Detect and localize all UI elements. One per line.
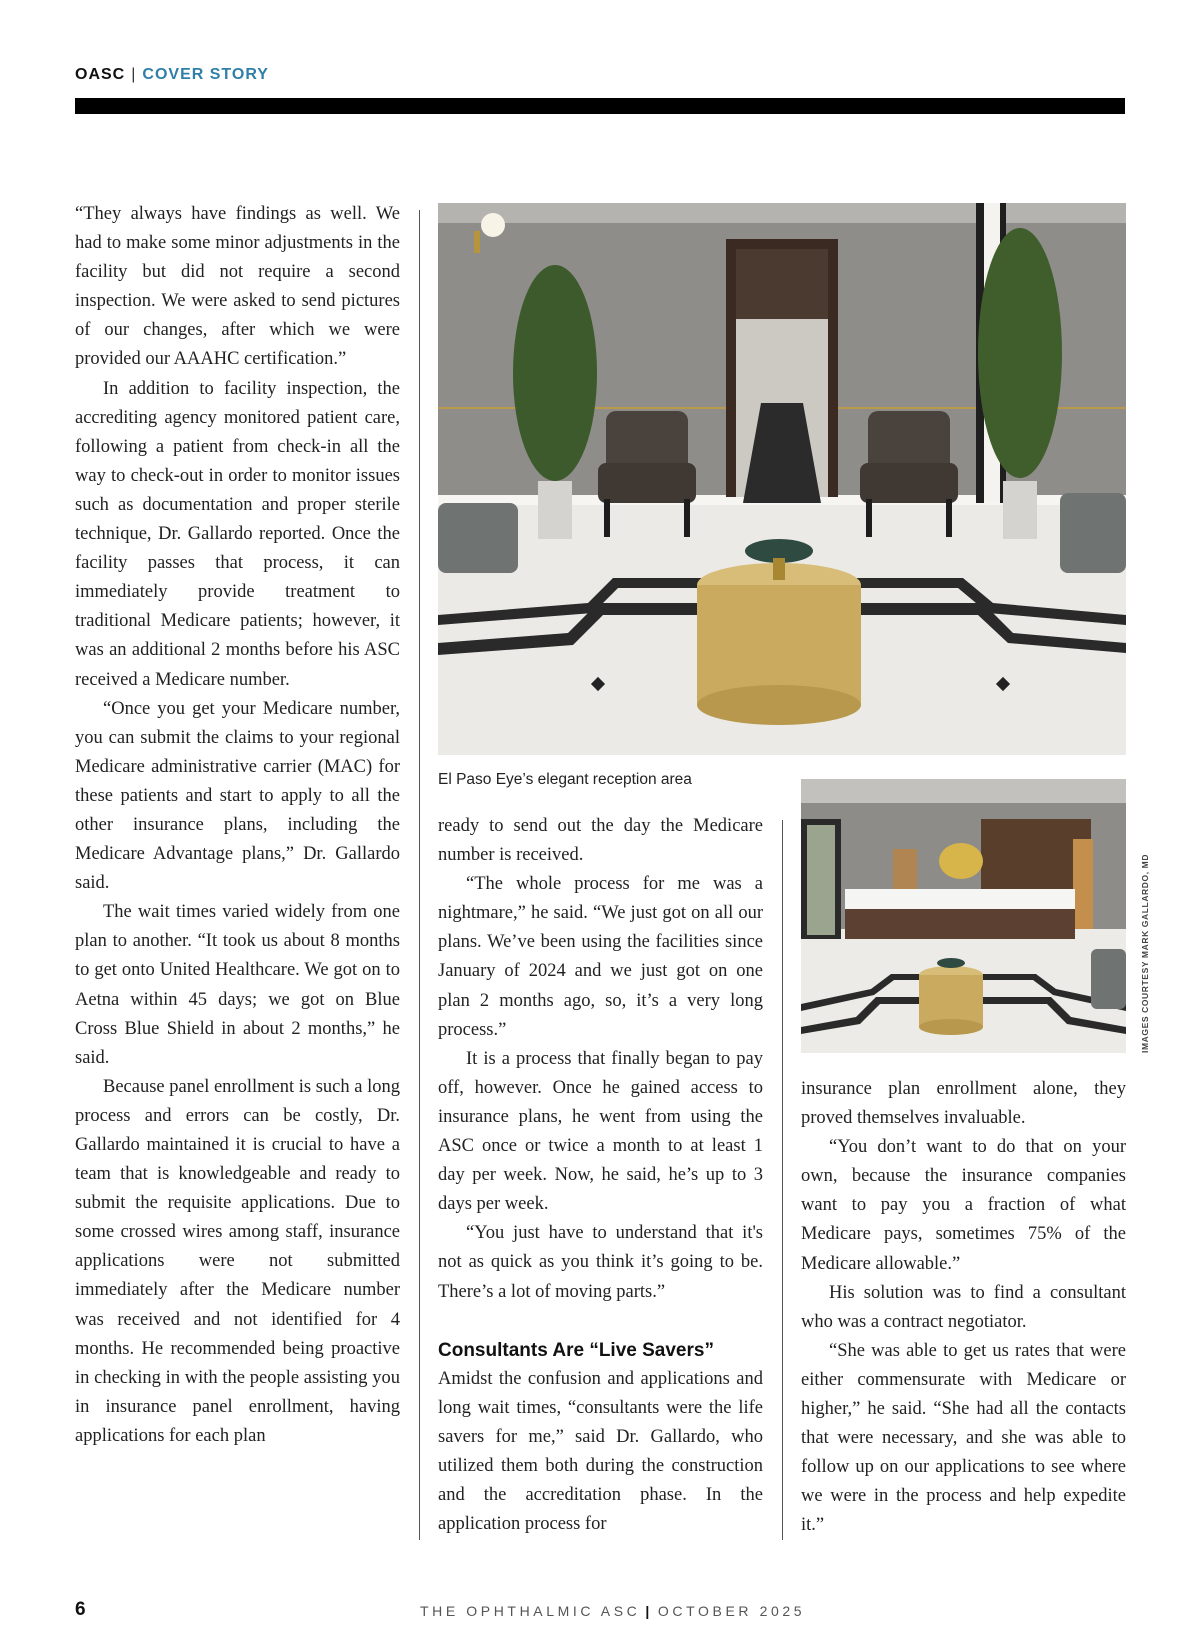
paragraph: The wait times varied widely from one plan to another. “It took us about 8 months to get onto United Healthcare. We got on to Aetna within 45 days; we got on Blue Cross Blue Shield in about 2 months,” he said.: [75, 902, 400, 1068]
page-number: 6: [75, 1599, 86, 1620]
header-brand: OASC: [75, 66, 126, 83]
section-subhead: Consultants Are “Live Savers”: [438, 1339, 714, 1361]
footer-separator: |: [645, 1603, 653, 1619]
reception-illustration: [438, 203, 1126, 755]
issue-date: OCTOBER 2025: [657, 1603, 806, 1619]
paragraph: His solution was to find a consultant who was a contract negotiator.: [801, 1282, 1126, 1332]
running-header: [75, 66, 269, 84]
article-column-2: [438, 812, 763, 1539]
reception-area-photo: [438, 203, 1126, 755]
column-divider: [782, 820, 783, 1540]
paragraph: “They always have findings as well. We had to make some minor adjustments in the facility but did not require a second inspection. We were asked to send pictures of our changes, after which we were provided our AAAHC certification.”: [75, 204, 400, 370]
paragraph: “She was able to get us rates that were either commensurate with Medicare or higher,” he said. “She had all the contacts that were necessary, and she was able to follow up on our applications to see where we were in the process and help expedite it.”: [801, 1340, 1126, 1536]
paragraph: “The whole process for me was a nightmare,” he said. “We just got on all our plans. We’ve been using the facilities since January of 2024 and we just got on one plan 2 months ago, so, it’s a very long process.”: [438, 874, 763, 1040]
header-rule: [75, 98, 1125, 114]
paragraph: In addition to facility inspection, the accrediting agency monitored patient care, following a patient from check-in all the way to check-out in order to monitor issues such as documentation and proper sterile technique, Dr. Gallardo reported. Once the facility passes that process, it can immediately provide treatment to traditional Medicare patients; however, it was an additional 2 months before his ASC received a Medicare number.: [75, 378, 400, 690]
paragraph: “Once you get your Medicare number, you can submit the claims to your regional Medicare administrative carrier (MAC) for these patients and start to apply to all the other insurance plans, including the Medicare Advantage plans,” Dr. Gallardo said.: [75, 698, 400, 894]
photo-credit: IMAGES COURTESY MARK GALLARDO, MD: [1140, 853, 1150, 1053]
paragraph: Because panel enrollment is such a long process and errors can be costly, Dr. Gallardo maintained it is crucial to have a team that is knowledgeable and ready to submit the requisite applications. Due to some crossed wires among staff, insurance applications were not submitted immediately after the Medicare number was received and not identified for 4 months. He recommended being proactive in checking in with the people assisting you in insurance panel enrollment, having applications for each plan: [75, 1076, 400, 1446]
paragraph: insurance plan enrollment alone, they proved themselves invaluable.: [801, 1079, 1126, 1129]
article-column-3: [801, 1075, 1126, 1541]
paragraph: ready to send out the day the Medicare number is received.: [438, 816, 763, 866]
publication-footer: [420, 1603, 805, 1619]
header-separator: |: [131, 66, 137, 83]
paragraph: It is a process that finally began to pay off, however. Once he gained access to insurance plans, he went from using the ASC once or twice a month to at least 1 day per week. Now, he said, he’s up to 3 days per week.: [438, 1048, 763, 1215]
paragraph: “You don’t want to do that on your own, because the insurance companies want to pay you a fraction of what Medicare pays, sometimes 75% of the Medicare allowable.”: [801, 1137, 1126, 1274]
front-desk-photo: [801, 779, 1126, 1053]
publication-name: THE OPHTHALMIC ASC: [420, 1603, 641, 1619]
photo-caption: El Paso Eye’s elegant reception area: [438, 771, 692, 788]
column-divider: [419, 210, 420, 1540]
front-desk-illustration: [801, 779, 1126, 1053]
paragraph: “You just have to understand that it's not as quick as you think it’s going to be. There’s a lot of moving parts.”: [438, 1223, 763, 1302]
article-column-1: [75, 200, 400, 1451]
paragraph: Amidst the confusion and applications and long wait times, “consultants were the life savers for me,” said Dr. Gallardo, who utilized them both during the construction and the accreditation phase. In the application process for: [438, 1368, 763, 1535]
header-section: COVER STORY: [142, 66, 269, 83]
